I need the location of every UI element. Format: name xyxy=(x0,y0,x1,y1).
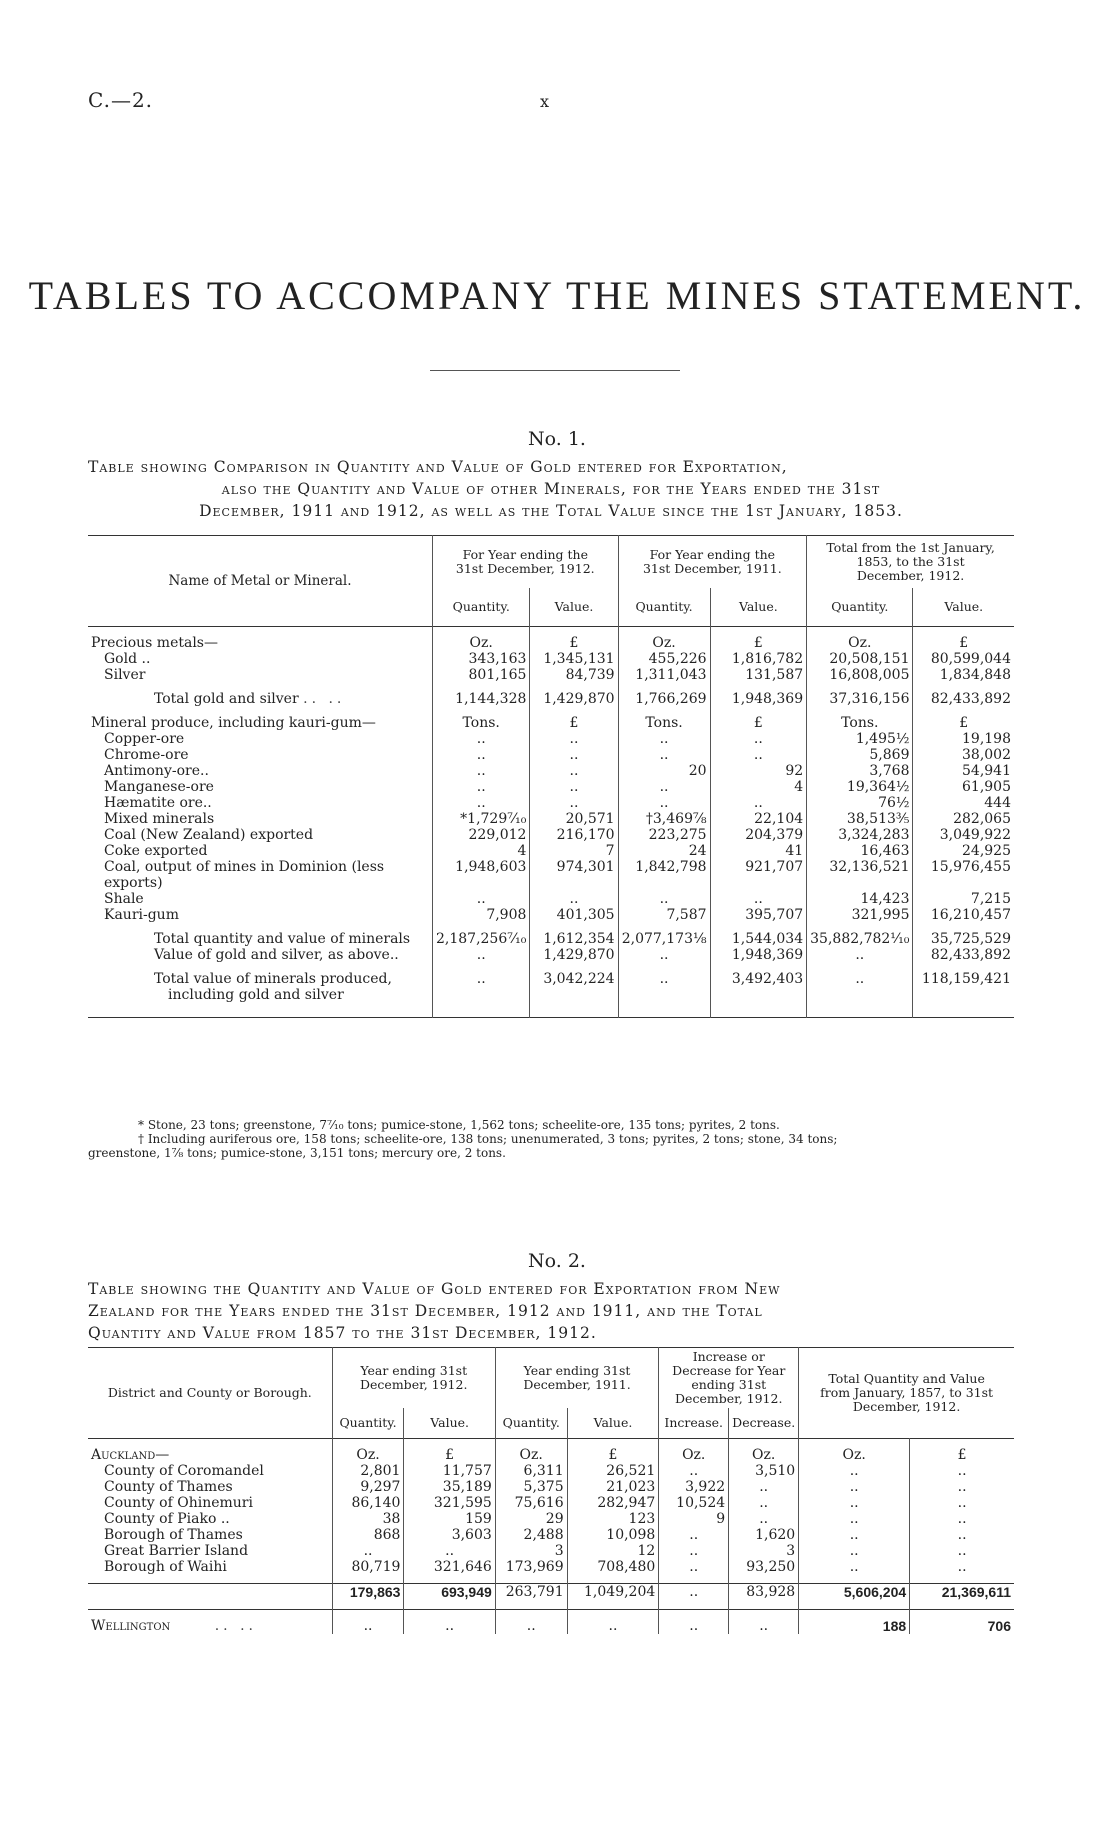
table-cell: 16,210,457 xyxy=(913,907,1014,923)
table-row xyxy=(88,731,1014,747)
table-cell: 868 xyxy=(332,1527,404,1543)
table-cell: .. xyxy=(618,891,710,907)
table-cell: .. xyxy=(659,1527,729,1543)
table-cell: .. xyxy=(659,1559,729,1575)
table-cell: 5,869 xyxy=(807,747,913,763)
table-cell: 20,508,151 xyxy=(807,651,913,667)
row-label: exports) xyxy=(104,874,163,891)
subheader-increase: Increase. xyxy=(659,1408,729,1438)
table-cell: 10,098 xyxy=(567,1527,659,1543)
table-cell: 173,969 xyxy=(495,1559,567,1575)
row-label: Kauri-gum xyxy=(104,906,179,923)
subheader-quantity: Quantity. xyxy=(495,1408,567,1438)
table-cell: 15,976,455 xyxy=(913,859,1014,875)
subheader-value: Value. xyxy=(913,588,1014,626)
table-cell: 974,301 xyxy=(530,859,618,875)
table-row: Auckland— Oz. £ Oz. £ Oz. Oz. Oz. £ xyxy=(88,1447,1014,1463)
table-cell: 3,049,922 xyxy=(913,827,1014,843)
subheader-quantity: Quantity. xyxy=(807,588,913,626)
row-label: Antimony-ore.. xyxy=(104,762,209,779)
table1 xyxy=(88,535,1014,1018)
table2-number: No. 2. xyxy=(528,1250,586,1272)
table-row xyxy=(88,1495,1014,1511)
table-cell: 24 xyxy=(618,843,710,859)
table-cell: 1,816,782 xyxy=(710,651,807,667)
table-cell: 16,463 xyxy=(807,843,913,859)
table-cell: 20,571 xyxy=(530,811,618,827)
table-cell: 4 xyxy=(432,843,529,859)
subheader-decrease: Decrease. xyxy=(729,1408,799,1438)
table-row-total-minerals: Total quantity and value of minerals 2,187,256⁷⁄₁₀ 1,612,354 2,077,173⅛ 1,544,034 35,882,782⅒ 35,725,529 xyxy=(88,931,1014,947)
table-cell: .. xyxy=(799,1511,910,1527)
table-row xyxy=(88,1479,1014,1495)
table-cell xyxy=(432,875,529,891)
table-cell: 26,521 xyxy=(567,1463,659,1479)
table-row xyxy=(88,763,1014,779)
row-label: Copper-ore xyxy=(104,730,185,747)
subheader-value: Value. xyxy=(710,588,807,626)
table-cell: 9,297 xyxy=(332,1479,404,1495)
table-cell: 75,616 xyxy=(495,1495,567,1511)
table-cell: 80,719 xyxy=(332,1559,404,1575)
table-cell: 801,165 xyxy=(432,667,529,683)
caption-line: Quantity and Value from 1857 to the 31st December, 1912. xyxy=(88,1324,597,1342)
table-cell: .. xyxy=(799,1495,910,1511)
table-cell: †3,469⅞ xyxy=(618,811,710,827)
row-label: Mixed minerals xyxy=(104,810,215,827)
table-cell: .. xyxy=(432,779,529,795)
table-row xyxy=(88,1543,1014,1559)
row-label: County of Ohinemuri xyxy=(104,1494,253,1511)
table-cell: 14,423 xyxy=(807,891,913,907)
table-row-auckland-total: 179,863 693,949 263,791 1,049,204 .. 83,928 5,606,204 21,369,611 xyxy=(88,1583,1014,1609)
col-group-1912: Year ending 31st December, 1912. xyxy=(332,1348,495,1409)
table-cell: 84,739 xyxy=(530,667,618,683)
table-row-value-gold-silver: Value of gold and silver, as above.. .. 1,429,870 .. 1,948,369 .. 82,433,892 xyxy=(88,947,1014,963)
table-row xyxy=(88,811,1014,827)
table-cell: .. xyxy=(799,1543,910,1559)
table-cell: .. xyxy=(659,1463,729,1479)
col-header-district: District and County or Borough. xyxy=(107,1384,312,1400)
table-row xyxy=(88,891,1014,907)
footnote: greenstone, 1⅞ tons; pumice-stone, 3,151 tons; mercury ore, 2 tons. xyxy=(88,1146,506,1160)
table-cell: 159 xyxy=(404,1511,495,1527)
table-cell: 5,375 xyxy=(495,1479,567,1495)
table-row xyxy=(88,779,1014,795)
table-cell: 92 xyxy=(710,763,807,779)
table-row-wellington: Wellington .. .. .. .. .. .. .. .. 188 706 xyxy=(88,1618,1014,1634)
table-row xyxy=(88,1463,1014,1479)
table-row xyxy=(88,843,1014,859)
row-label: Great Barrier Island xyxy=(104,1542,249,1559)
table-cell: .. xyxy=(404,1543,495,1559)
table-cell: .. xyxy=(799,1559,910,1575)
table-row xyxy=(88,1527,1014,1543)
row-label: County of Coromandel xyxy=(104,1462,264,1479)
table-cell: 7 xyxy=(530,843,618,859)
table-row: Precious metals— Oz. £ Oz. £ Oz. £ xyxy=(88,635,1014,651)
table-cell: .. xyxy=(618,779,710,795)
table-cell: .. xyxy=(799,1463,910,1479)
table-cell xyxy=(807,875,913,891)
table-cell: .. xyxy=(530,891,618,907)
caption-line: Zealand for the Years ended the 31st December, 1912 and 1911, and the Total xyxy=(88,1302,763,1320)
divider xyxy=(430,370,680,371)
table-cell: 216,170 xyxy=(530,827,618,843)
main-title: TABLES TO ACCOMPANY THE MINES STATEMENT. xyxy=(28,273,1086,318)
table-cell: 38,513⅗ xyxy=(807,811,913,827)
table-cell: 10,524 xyxy=(659,1495,729,1511)
table-cell: 1,495½ xyxy=(807,731,913,747)
table-cell: 223,275 xyxy=(618,827,710,843)
table-cell: 19,198 xyxy=(913,731,1014,747)
table-cell: .. xyxy=(910,1495,1014,1511)
table-cell: 4 xyxy=(710,779,807,795)
row-label: Manganese-ore xyxy=(104,778,214,795)
table-cell: .. xyxy=(618,731,710,747)
table-cell: 1,948,603 xyxy=(432,859,529,875)
table-cell: .. xyxy=(710,731,807,747)
table-cell: .. xyxy=(710,795,807,811)
table-cell: 1,311,043 xyxy=(618,667,710,683)
table-cell: 35,189 xyxy=(404,1479,495,1495)
table-row xyxy=(88,827,1014,843)
table-cell: 21,023 xyxy=(567,1479,659,1495)
table-cell: 1,345,131 xyxy=(530,651,618,667)
table-cell: .. xyxy=(530,731,618,747)
table-cell: .. xyxy=(910,1559,1014,1575)
table1-number: No. 1. xyxy=(528,428,586,450)
table-cell: .. xyxy=(659,1543,729,1559)
table-cell: 24,925 xyxy=(913,843,1014,859)
table1-caption xyxy=(88,456,1014,522)
table-cell: .. xyxy=(910,1463,1014,1479)
subheader-value: Value. xyxy=(567,1408,659,1438)
table-cell: .. xyxy=(710,747,807,763)
table-cell: 131,587 xyxy=(710,667,807,683)
table-cell: 321,595 xyxy=(404,1495,495,1511)
table-cell: 7,908 xyxy=(432,907,529,923)
table-cell: 282,065 xyxy=(913,811,1014,827)
table-cell xyxy=(530,875,618,891)
row-label: Silver xyxy=(104,666,146,683)
table-cell: 20 xyxy=(618,763,710,779)
table-cell: .. xyxy=(618,795,710,811)
table-cell: 204,379 xyxy=(710,827,807,843)
table-cell: .. xyxy=(799,1527,910,1543)
table-cell: 12 xyxy=(567,1543,659,1559)
caption-line: Table showing the Quantity and Value of Gold entered for Exportation from New xyxy=(88,1280,781,1298)
col-header-name: Name of Metal or Mineral. xyxy=(168,572,352,589)
table-cell: .. xyxy=(710,891,807,907)
table-cell: .. xyxy=(799,1479,910,1495)
table-cell: 1,834,848 xyxy=(913,667,1014,683)
table-cell: .. xyxy=(729,1479,799,1495)
table-cell: .. xyxy=(910,1479,1014,1495)
table-cell: 395,707 xyxy=(710,907,807,923)
table-cell: .. xyxy=(530,795,618,811)
table-row xyxy=(88,1559,1014,1575)
table-cell: 3,922 xyxy=(659,1479,729,1495)
table-cell: 19,364½ xyxy=(807,779,913,795)
col-group-1911: For Year ending the 31st December, 1911. xyxy=(618,536,807,589)
table-cell: 3,510 xyxy=(729,1463,799,1479)
table-cell xyxy=(710,875,807,891)
table-cell: *1,729⁷⁄₁₀ xyxy=(432,811,529,827)
row-label: Chrome-ore xyxy=(104,746,189,763)
table-row xyxy=(88,875,1014,891)
table-cell: 282,947 xyxy=(567,1495,659,1511)
table-cell: 3,603 xyxy=(404,1527,495,1543)
table-cell: 41 xyxy=(710,843,807,859)
col-group-1911: Year ending 31st December, 1911. xyxy=(495,1348,658,1409)
row-label: Borough of Thames xyxy=(104,1526,243,1543)
col-group-1912: For Year ending the 31st December, 1912. xyxy=(432,536,618,589)
page-number: x xyxy=(540,92,550,111)
row-label: Shale xyxy=(104,890,144,907)
subheader-value: Value. xyxy=(404,1408,495,1438)
row-label: County of Thames xyxy=(104,1478,233,1495)
table-cell: .. xyxy=(432,763,529,779)
footnote: * Stone, 23 tons; greenstone, 7⁷⁄₁₀ tons; pumice-stone, 1,562 tons; scheelite-ore, 135 tons; pyrites, 2 tons. xyxy=(138,1118,780,1132)
table-cell: .. xyxy=(432,731,529,747)
table-cell: 38,002 xyxy=(913,747,1014,763)
subheader-quantity: Quantity. xyxy=(618,588,710,626)
row-label: Gold .. xyxy=(104,650,151,667)
table-cell: .. xyxy=(432,747,529,763)
table-cell: 708,480 xyxy=(567,1559,659,1575)
page-reference: C.—2. xyxy=(88,88,154,112)
table-cell xyxy=(618,875,710,891)
table-cell: .. xyxy=(332,1543,404,1559)
row-label: Coal, output of mines in Dominion (less xyxy=(104,858,385,875)
table-cell: 29 xyxy=(495,1511,567,1527)
table-cell: .. xyxy=(910,1511,1014,1527)
subheader-quantity: Quantity. xyxy=(432,588,529,626)
col-group-increase-decrease: Increase or Decrease for Year ending 31st December, 1912. xyxy=(659,1348,799,1409)
table-cell: 61,905 xyxy=(913,779,1014,795)
table-cell: 921,707 xyxy=(710,859,807,875)
table-cell: 455,226 xyxy=(618,651,710,667)
table-row xyxy=(88,1511,1014,1527)
table-cell: 86,140 xyxy=(332,1495,404,1511)
table-cell: 22,104 xyxy=(710,811,807,827)
caption-line: December, 1911 and 1912, as well as the Total Value since the 1st January, 1853. xyxy=(199,502,903,520)
caption-line: also the Quantity and Value of other Minerals, for the Years ended the 31st xyxy=(221,480,881,498)
caption-line: Table showing Comparison in Quantity and Value of Gold entered for Exportation, xyxy=(88,458,788,476)
table-row xyxy=(88,795,1014,811)
table-cell: .. xyxy=(530,747,618,763)
row-label: Coal (New Zealand) exported xyxy=(104,826,314,843)
table-cell: 3 xyxy=(495,1543,567,1559)
table-row: Mineral produce, including kauri-gum— Tons. £ Tons. £ Tons. £ xyxy=(88,715,1014,731)
footnote: † Including auriferous ore, 158 tons; scheelite-ore, 138 tons; unenumerated, 3 tons; pyrites, 2 tons; stone, 34 tons; xyxy=(138,1132,838,1146)
table-cell: 321,646 xyxy=(404,1559,495,1575)
table-cell: .. xyxy=(910,1543,1014,1559)
table-cell: 229,012 xyxy=(432,827,529,843)
table-cell xyxy=(913,875,1014,891)
table-cell: .. xyxy=(618,747,710,763)
table-cell: 6,311 xyxy=(495,1463,567,1479)
table-cell: 93,250 xyxy=(729,1559,799,1575)
table-cell: .. xyxy=(729,1511,799,1527)
col-group-total: Total Quantity and Value from January, 1857, to 31st December, 1912. xyxy=(799,1348,1014,1439)
table-cell: 123 xyxy=(567,1511,659,1527)
table-cell: 9 xyxy=(659,1511,729,1527)
table-cell: 3 xyxy=(729,1543,799,1559)
table-cell: 1,620 xyxy=(729,1527,799,1543)
row-label: County of Piako .. xyxy=(104,1510,230,1527)
table-cell: 444 xyxy=(913,795,1014,811)
table-cell: 54,941 xyxy=(913,763,1014,779)
table2-caption xyxy=(88,1278,1014,1344)
table1-footnotes xyxy=(88,1118,1014,1160)
subheader-quantity: Quantity. xyxy=(332,1408,404,1438)
table-row-total-gold-silver: Total gold and silver .. .. 1,144,328 1,429,870 1,766,269 1,948,369 37,316,156 82,433,892 xyxy=(88,691,1014,707)
table-cell: 11,757 xyxy=(404,1463,495,1479)
table-cell: 3,768 xyxy=(807,763,913,779)
table-cell: .. xyxy=(432,891,529,907)
table-cell: 38 xyxy=(332,1511,404,1527)
table-cell: 32,136,521 xyxy=(807,859,913,875)
table-row-total-all: Total value of minerals produced, including gold and silver .. 3,042,224 .. 3,492,403 .. 118,159,421 xyxy=(88,971,1014,1018)
table-cell: 2,801 xyxy=(332,1463,404,1479)
table-cell: 80,599,044 xyxy=(913,651,1014,667)
table-cell: .. xyxy=(432,795,529,811)
table-cell: 1,842,798 xyxy=(618,859,710,875)
table-cell: .. xyxy=(530,763,618,779)
table-row xyxy=(88,651,1014,667)
table-cell: .. xyxy=(729,1495,799,1511)
row-label: Coke exported xyxy=(104,842,208,859)
col-group-total: Total from the 1st January, 1853, to the 31st December, 1912. xyxy=(807,536,1014,589)
table-row xyxy=(88,859,1014,875)
table-cell: 3,324,283 xyxy=(807,827,913,843)
table-cell: .. xyxy=(530,779,618,795)
table-row xyxy=(88,747,1014,763)
subheader-value: Value. xyxy=(530,588,618,626)
row-label: Borough of Waihi xyxy=(104,1558,227,1575)
table-cell: 401,305 xyxy=(530,907,618,923)
table-cell: .. xyxy=(910,1527,1014,1543)
table-cell: 76½ xyxy=(807,795,913,811)
table2 xyxy=(88,1347,1014,1634)
table-row xyxy=(88,667,1014,683)
table-cell: 321,995 xyxy=(807,907,913,923)
table-cell: 343,163 xyxy=(432,651,529,667)
table-cell: 16,808,005 xyxy=(807,667,913,683)
table-cell: 7,215 xyxy=(913,891,1014,907)
table-cell: 7,587 xyxy=(618,907,710,923)
table-row xyxy=(88,907,1014,923)
table-cell: 2,488 xyxy=(495,1527,567,1543)
row-label: Hæmatite ore.. xyxy=(104,794,212,811)
